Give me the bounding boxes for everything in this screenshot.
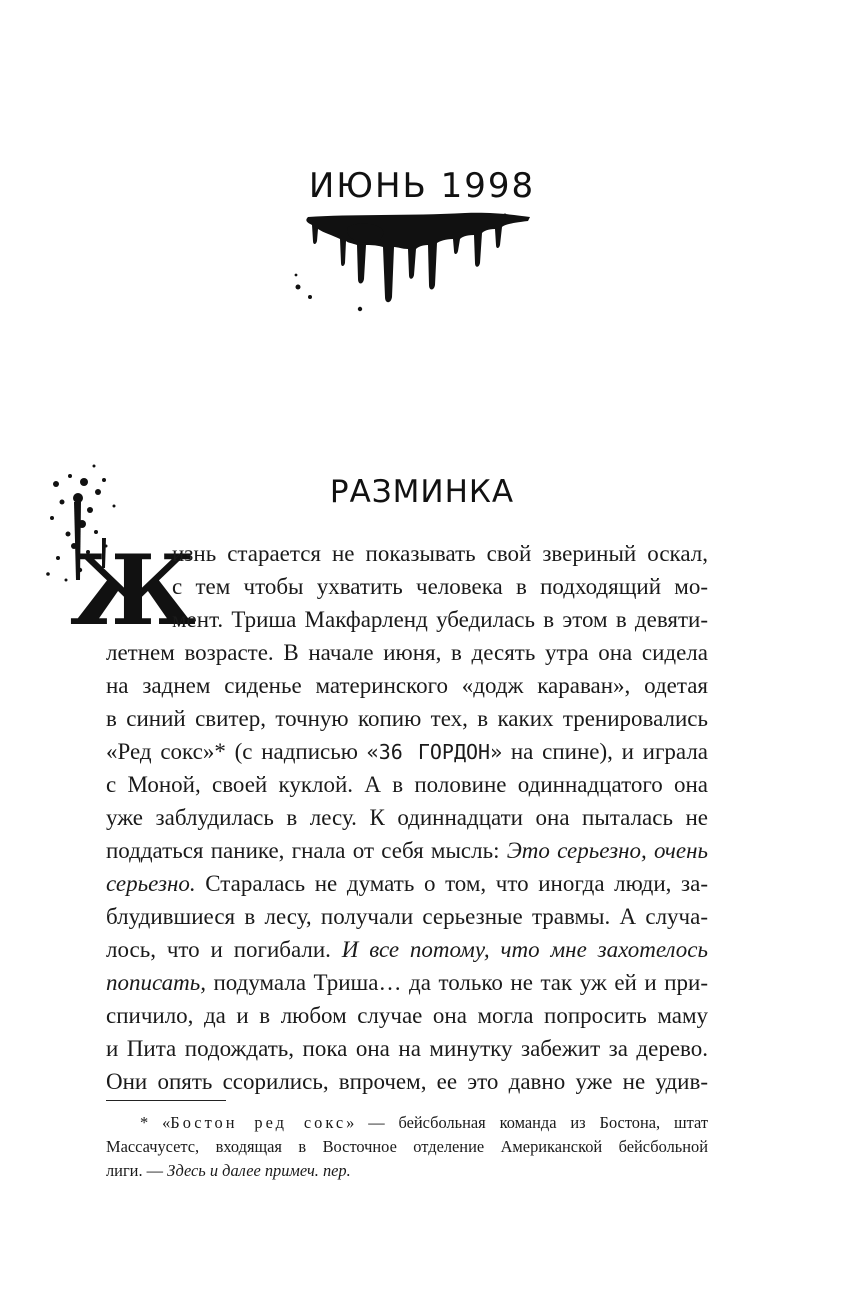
drop-cap-letter: Ж [70, 534, 196, 647]
footnote-rule [106, 1100, 226, 1101]
footnote-team: Бостон ред сокс [170, 1113, 347, 1132]
ink-drip-ornament [290, 205, 540, 315]
footnote-line-2: Массачусетс, входящая в Восточное отделение Американской бейсбольной [106, 1137, 708, 1156]
body-line-14-b: подумала Триша… да только не так уж ей и при- [205, 970, 708, 995]
drop-cap [70, 534, 196, 647]
body-line-11-italic: серьезно. [106, 871, 196, 896]
body-line-8: с Моной, своей куклой. А в половине одиннадцатого она [106, 772, 708, 797]
body-line-11-b: Старалась не думать о том, что иногда люди, за- [195, 871, 708, 896]
body-line-15: спичило, да и в любом случае она могла попросить маму [106, 1003, 708, 1028]
body-line-5: на заднем сиденье материнского «додж караван», одетая [106, 673, 708, 698]
body-line-16: и Пита подождать, пока она на минутку забежит за дерево. [106, 1036, 708, 1061]
body-line-17: Они опять ссорились, впрочем, ее это давно уже не удив- [106, 1069, 708, 1094]
jersey-text: «36 ГОРДОН» [366, 740, 503, 764]
body-line-10-italic: Это серьезно, очень [506, 838, 708, 863]
body-line-11 [106, 870, 708, 898]
body-line-14 [106, 969, 708, 997]
footnote-line-3 [106, 1160, 708, 1182]
body-line-7-c: на спине), и играла [502, 739, 709, 764]
body-line-6: в синий свитер, точную копию тех, в каких тренировались [106, 706, 708, 731]
body-line-1: изнь старается не показывать свой звериный оскал, [172, 541, 708, 566]
body-line-4: летнем возрасте. В начале июня, в десять утра она сидела [106, 640, 708, 665]
body-line-13-a: лось, что и погибали. [106, 937, 342, 962]
body-line-13-italic: И все потому, что мне захотелось [341, 937, 708, 962]
body-line-7-a: «Ред сокс»* (с надписью [106, 739, 367, 764]
body-line-9: уже заблудилась в лесу. К одиннадцати она пыталась не [106, 805, 708, 830]
body-line-10 [106, 837, 708, 865]
body-line-13 [106, 936, 708, 964]
footnote-mark: * « [140, 1113, 171, 1132]
body-line-2: с тем чтобы ухватить человека в подходящий мо- [172, 574, 708, 599]
body-line-12: блудившиеся в лесу, получали серьезные травмы. А случа- [106, 904, 708, 929]
chapter-title: РАЗМИНКА [329, 474, 515, 510]
body-line-10-a: поддаться панике, гнала от себя мысль: [106, 838, 507, 863]
footnote-line-1-rest: » — бейсбольная команда из Бостона, штат [346, 1113, 708, 1132]
footnote-line-1 [140, 1112, 708, 1134]
footnote-note: Здесь и далее примеч. пер. [167, 1161, 351, 1180]
footnote-line-3-a: лиги. — [106, 1161, 168, 1180]
body-line-14-italic: пописать, [106, 970, 206, 995]
body-line-3: мент. Триша Макфарленд убедилась в этом в девяти- [172, 607, 708, 632]
part-title: ИЮНЬ 1998 [308, 166, 536, 206]
body-line-7 [106, 738, 708, 766]
